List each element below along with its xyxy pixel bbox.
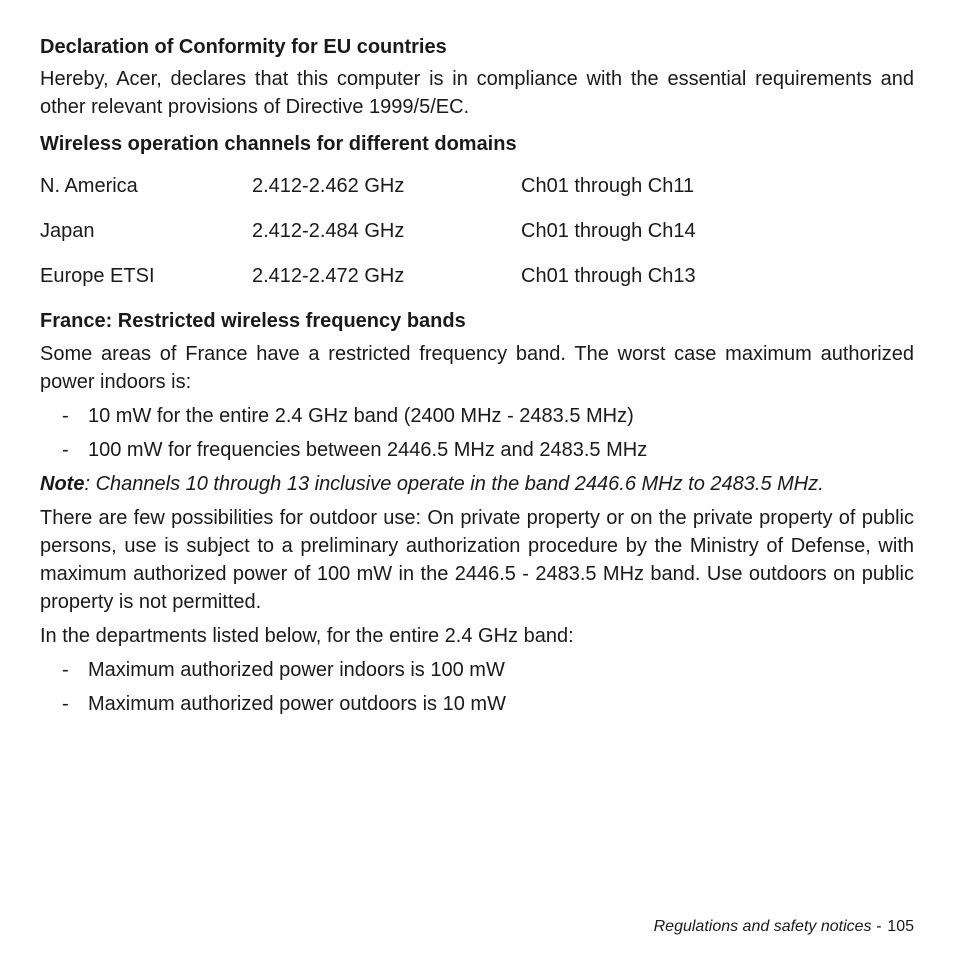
dash-bullet: -: [62, 405, 69, 427]
domain-cell: Japan: [40, 220, 95, 242]
outdoor-use-text: There are few possibilities for outdoor use: On private property or on the private property of public persons, use is subject to a preliminary authorization procedure by the Ministry of Defense, with maximum authorized power of 100 mW in the 2446.5 - 2483.5 MHz band. Use outdoors on public property is not permitted.: [40, 507, 914, 613]
dash-bullet: -: [62, 693, 69, 715]
list-item: [40, 436, 914, 464]
table-row: [40, 218, 696, 263]
page-footer: [654, 916, 914, 938]
domain-cell: Europe ETSI: [40, 265, 155, 287]
frequency-cell: 2.412-2.484 GHz: [252, 220, 405, 242]
frequency-cell: 2.412-2.472 GHz: [252, 265, 405, 287]
departments-power-list: [40, 656, 914, 718]
departments-intro-text: In the departments listed below, for the entire 2.4 GHz band:: [40, 625, 574, 647]
list-item-text: Maximum authorized power indoors is 100 mW: [88, 659, 505, 681]
channels-cell: Ch01 through Ch13: [521, 265, 696, 287]
eu-declaration-heading: Declaration of Conformity for EU countries: [40, 36, 447, 58]
dash-bullet: -: [62, 659, 69, 681]
channels-cell: Ch01 through Ch11: [521, 175, 695, 197]
list-item-text: 100 mW for frequencies between 2446.5 MHz and 2483.5 MHz: [88, 439, 648, 461]
note-label: Note: [40, 473, 85, 495]
wireless-channels-heading: Wireless operation channels for different domains: [40, 133, 517, 155]
france-heading: France: Restricted wireless frequency bands: [40, 310, 466, 332]
domain-cell: N. America: [40, 175, 138, 197]
france-intro-text: Some areas of France have a restricted frequency band. The worst case maximum authorized power indoors is:: [40, 343, 914, 393]
list-item-text: Maximum authorized power outdoors is 10 mW: [88, 693, 506, 715]
page-number: 105: [887, 918, 914, 935]
wireless-channels-table: [40, 173, 696, 308]
list-item-text: 10 mW for the entire 2.4 GHz band (2400 MHz - 2483.5 MHz): [88, 405, 634, 427]
list-item: [40, 690, 914, 718]
france-power-list: [40, 402, 914, 464]
dash-bullet: -: [62, 439, 69, 461]
table-row: [40, 173, 696, 218]
footer-section-title: Regulations and safety notices -: [653, 918, 882, 935]
list-item: [40, 656, 914, 684]
channel-note: [40, 470, 914, 498]
table-row: [40, 263, 696, 308]
list-item: [40, 402, 914, 430]
note-text: : Channels 10 through 13 inclusive operate in the band 2446.6 MHz to 2483.5 MHz.: [84, 473, 824, 495]
channels-cell: Ch01 through Ch14: [521, 220, 696, 242]
eu-declaration-text: Hereby, Acer, declares that this computer is in compliance with the essential requirements and other relevant provisions of Directive 1999/5/EC.: [40, 68, 914, 118]
frequency-cell: 2.412-2.462 GHz: [252, 175, 405, 197]
document-page: [40, 34, 914, 724]
